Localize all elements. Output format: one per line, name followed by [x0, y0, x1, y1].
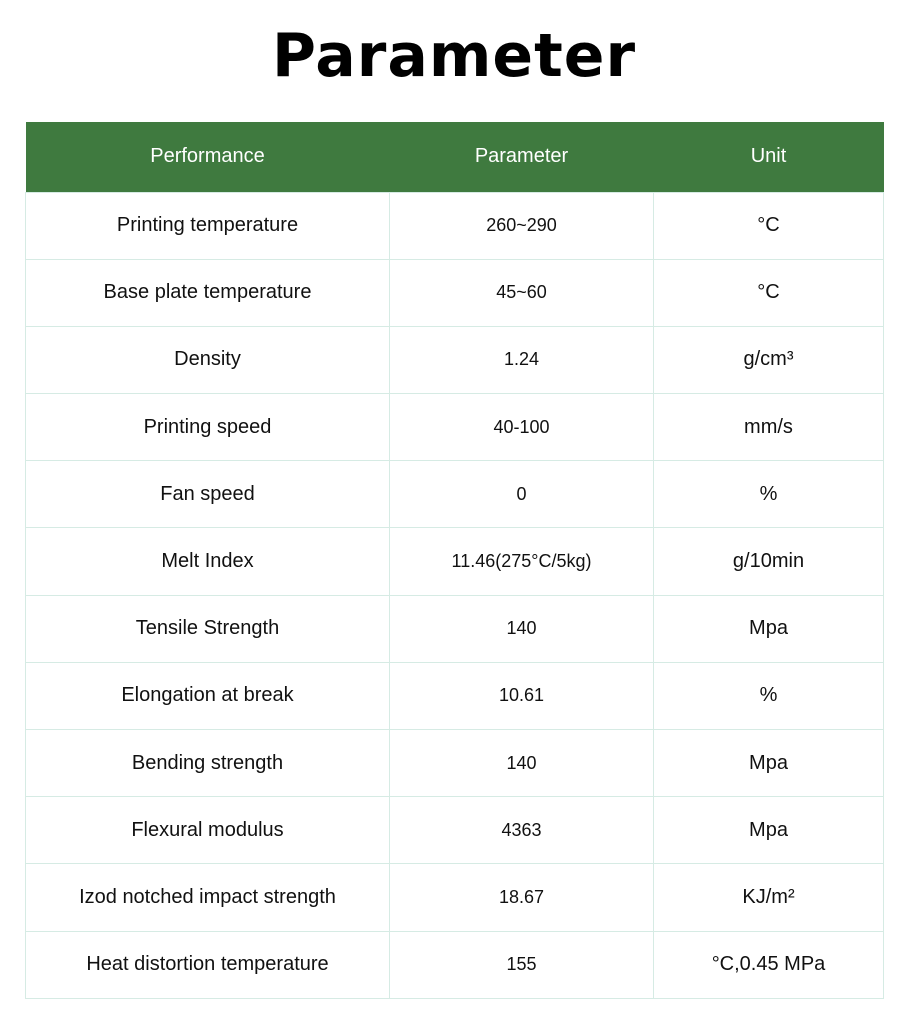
performance-cell: Bending strength	[26, 730, 390, 797]
parameter-cell: 40-100	[390, 394, 654, 461]
unit-cell: %	[654, 662, 884, 729]
unit-cell: %	[654, 461, 884, 528]
table-row	[26, 326, 884, 393]
parameter-cell: 260~290	[390, 192, 654, 259]
table-row	[26, 931, 884, 998]
performance-cell: Flexural modulus	[26, 797, 390, 864]
performance-cell: Tensile Strength	[26, 595, 390, 662]
table-row	[26, 394, 884, 461]
table-row	[26, 461, 884, 528]
parameter-cell: 18.67	[390, 864, 654, 931]
unit-cell: g/10min	[654, 528, 884, 595]
table-row	[26, 730, 884, 797]
unit-cell: g/cm³	[654, 326, 884, 393]
unit-cell: Mpa	[654, 595, 884, 662]
performance-cell: Base plate temperature	[26, 259, 390, 326]
table-row	[26, 797, 884, 864]
header-performance: Performance	[150, 145, 265, 168]
parameter-cell: 11.46(275°C/5kg)	[390, 528, 654, 595]
unit-cell: Mpa	[654, 730, 884, 797]
table-row	[26, 662, 884, 729]
performance-cell: Melt Index	[26, 528, 390, 595]
unit-cell: mm/s	[654, 394, 884, 461]
header-unit: Unit	[750, 145, 787, 168]
parameter-table	[25, 122, 884, 999]
parameter-cell: 10.61	[390, 662, 654, 729]
parameter-cell: 155	[390, 931, 654, 998]
parameter-cell: 4363	[390, 797, 654, 864]
table-header-row	[26, 122, 884, 192]
unit-cell: °C,0.45 MPa	[654, 931, 884, 998]
parameter-cell: 140	[390, 595, 654, 662]
unit-cell: Mpa	[654, 797, 884, 864]
header-parameter: Parameter	[474, 145, 569, 168]
table-row	[26, 864, 884, 931]
performance-cell: Elongation at break	[26, 662, 390, 729]
table-row	[26, 528, 884, 595]
table-row	[26, 192, 884, 259]
performance-cell: Density	[26, 326, 390, 393]
performance-cell: Fan speed	[26, 461, 390, 528]
unit-cell: °C	[654, 259, 884, 326]
unit-cell: °C	[654, 192, 884, 259]
parameter-cell: 45~60	[390, 259, 654, 326]
performance-cell: Printing speed	[26, 394, 390, 461]
unit-cell: KJ/m²	[654, 864, 884, 931]
performance-cell: Heat distortion temperature	[26, 931, 390, 998]
table-row	[26, 259, 884, 326]
parameter-cell: 140	[390, 730, 654, 797]
parameter-cell: 0	[390, 461, 654, 528]
performance-cell: Izod notched impact strength	[26, 864, 390, 931]
page-title: Parameter	[271, 21, 637, 91]
performance-cell: Printing temperature	[26, 192, 390, 259]
parameter-cell: 1.24	[390, 326, 654, 393]
table-row	[26, 595, 884, 662]
